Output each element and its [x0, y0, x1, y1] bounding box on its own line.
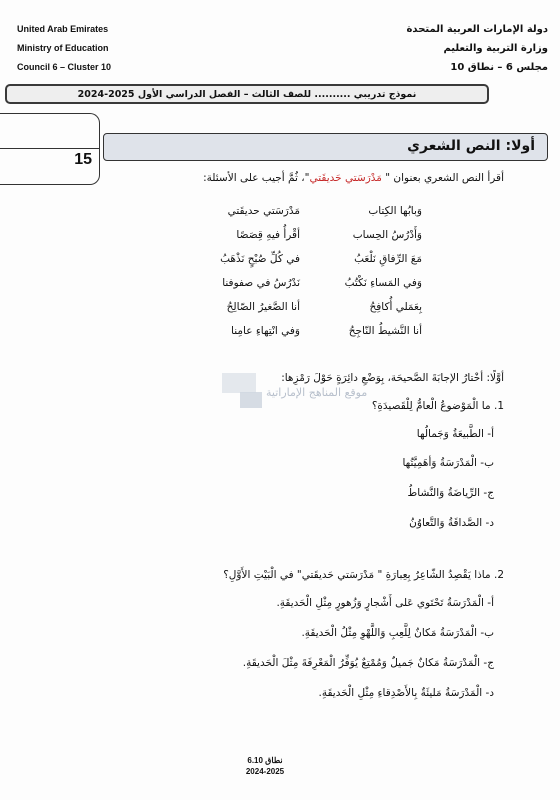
header-right-line-2: وزارة التربية والتعليم — [443, 43, 548, 54]
poem-verse-5-left: بِعَمَلي أُكافِحُ — [369, 301, 422, 313]
poem-verse-2-left: وَأَدْرُسُ الحِساب — [352, 229, 422, 241]
poem-verse-3-right: في كُلِّ صُبْحٍ نَذْهَبُ — [220, 253, 300, 265]
footer-cluster: نطاق 6.10 — [247, 756, 283, 765]
task-instruction: أوَّلًا: أخْتارُ الإجابَةَ الصَّحيحَة، بِوَضْعِ دائِرَةٍ حَوْلَ رَمْزِها: — [281, 372, 504, 384]
watermark-text: موقع المناهج الإماراتية — [266, 386, 368, 399]
header-right-line-3: مجلس 6 – نطاق 10 — [450, 62, 548, 73]
question-1-text: 1. ما الْمَوْضوعُ الْعامُّ لِلْقَصيدَةِ؟ — [371, 400, 504, 412]
header-left-line-2: Ministry of Education — [17, 43, 109, 53]
section-header — [103, 133, 548, 161]
reading-instruction — [203, 172, 504, 184]
score-value: 15 — [74, 151, 92, 168]
question-2-option-d[interactable]: د- الْمَدْرَسَةُ مَليئَةٌ بِالأَصْدِقاءِ مِثْلِ الْحَديقَةِ. — [318, 687, 494, 699]
poem-verse-1-right: مَدْرَسَتي حديقَتي — [227, 205, 300, 217]
question-1-option-c[interactable]: ج- الرِّياضَةُ وَالنَّشاطُ — [407, 487, 494, 499]
page-footer — [200, 755, 330, 777]
question-2-text: 2. ماذا يَقْصِدُ الشّاعِرُ بِعِبارَةِ " مَدْرَسَتي حَديقَتي" في الْبَيْتِ الأَوَّلِ؟ — [223, 569, 504, 581]
poem-verse-2-right: أقْرأُ فيهِ قِصَصًا — [236, 229, 300, 241]
question-1-option-d[interactable]: د- الصَّداقَةُ وَالتَّعاوُنُ — [409, 517, 494, 529]
header-left-line-1: United Arab Emirates — [17, 24, 109, 34]
footer-year: 2024-2025 — [245, 767, 285, 776]
poem-verse-4-right: نَدْرُسُ في صفوفنا — [222, 277, 300, 289]
section-title: أولا: النص الشعري — [407, 138, 535, 154]
header-left-line-3: Council 6 – Cluster 10 — [17, 62, 112, 72]
question-2-option-b[interactable]: ب- الْمَدْرَسَةُ مَكانٌ لِلَّعِبِ وَاللَّهْوِ مِثْلُ الْحَديقَةِ. — [301, 627, 494, 639]
poem-title: مَدْرَسَتي حَديقَتي — [309, 172, 386, 184]
poem-verse-6-right: وَفي انْتِهاءِ عامِنا — [231, 325, 300, 337]
score-box — [0, 113, 100, 185]
watermark-logo-block — [222, 373, 256, 393]
question-2-option-c[interactable]: ج- الْمَدْرَسَةُ مَكانٌ جَميلٌ وَمُمْتِعٌ يُوَفِّرُ الْمَعْرِفَةَ مِثْلَ الْحَديقَةِ. — [242, 657, 494, 669]
poem-verse-4-left: وَفي المَساءِ نَكْتُبُ — [344, 277, 422, 289]
watermark-logo-block-small — [240, 392, 262, 408]
poem-verse-1-left: وَبابُها الكِتاب — [368, 205, 422, 217]
score-divider — [0, 148, 100, 149]
poem-verse-6-left: أنا النَّشيطُ النّاجِحُ — [348, 325, 422, 337]
exam-banner — [5, 84, 489, 104]
instruction-after: "، ثُمَّ أجيب على الأسئلة: — [203, 172, 310, 184]
instruction-before: أقرأ النص الشعري بعنوان " — [385, 172, 504, 184]
question-2-option-a[interactable]: أ- الْمَدْرَسَةُ تَحْتَوي عَلى أَشْجارٍ وَزُهورٍ مِثْلِ الْحَديقَةِ. — [276, 597, 494, 609]
question-1-option-b[interactable]: ب- الْمَدْرَسَةُ وَأهَمِيَّتُها — [402, 457, 494, 469]
poem-verse-5-right: أنا الصَّغيرُ الصّالِحُ — [226, 301, 300, 313]
poem-verse-3-left: مَعَ الرِّفاقِ نَلْعَبُ — [354, 253, 422, 265]
banner-text: نموذج تدريبي .......... للصف الثالث – الفصل الدراسي الأول 2025-2024 — [77, 89, 417, 100]
header-right-line-1: دولة الإمارات العربية المتحدة — [406, 24, 548, 35]
question-1-option-a[interactable]: أ- الطَّبيعَةُ وَجَمالُها — [416, 428, 494, 440]
